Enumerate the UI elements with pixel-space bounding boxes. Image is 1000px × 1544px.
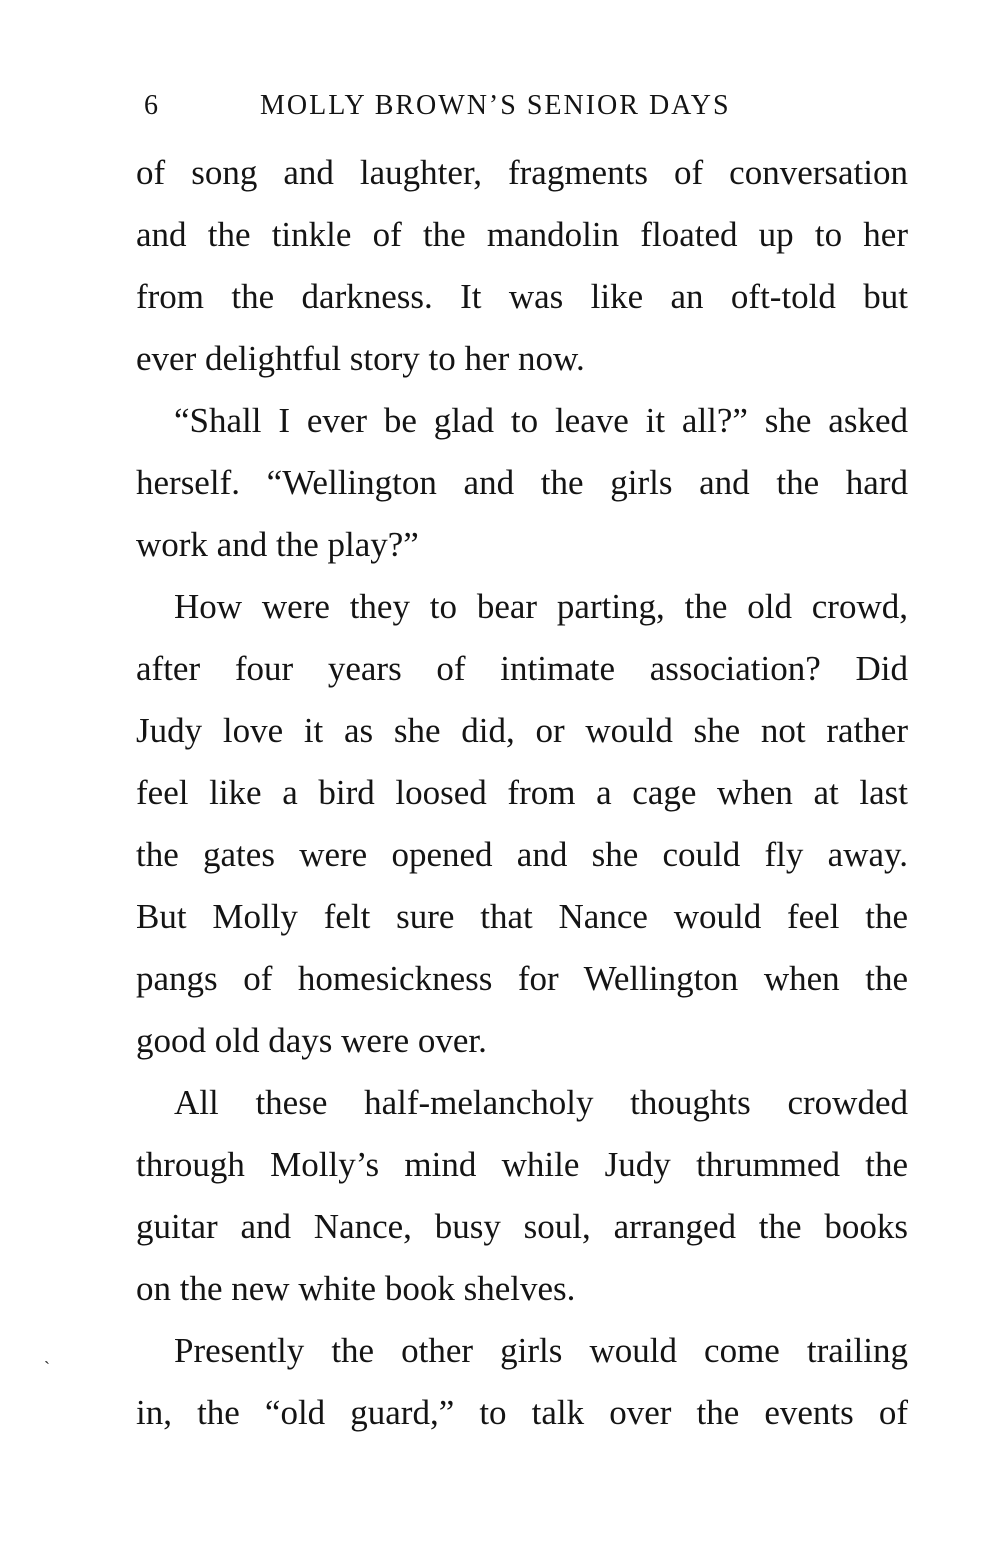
paragraph-3: [136, 576, 908, 1072]
text-line: on the new white book shelves.: [136, 1269, 576, 1308]
text-line: All these half-melancholy thoughts crowded: [174, 1083, 908, 1122]
text-line: in, the “old guard,” to talk over the events of: [136, 1393, 908, 1432]
text-line: after four years of intimate association? Did: [136, 649, 908, 688]
text-line: work and the play?”: [136, 525, 419, 564]
text-line: Judy love it as she did, or would she not rather: [136, 711, 908, 750]
running-head: [144, 86, 804, 126]
text-line: “Shall I ever be glad to leave it all?” she asked: [174, 401, 908, 440]
text-line: good old days were over.: [136, 1021, 487, 1060]
text-line: herself. “Wellington and the girls and the hard: [136, 463, 908, 502]
text-line: guitar and Nance, busy soul, arranged the books: [136, 1207, 908, 1246]
paragraph-1: [136, 142, 908, 390]
margin-mark: ˏ: [44, 1344, 50, 1364]
text-line: through Molly’s mind while Judy thrummed the: [136, 1145, 908, 1184]
text-line: and the tinkle of the mandolin floated up to her: [136, 215, 908, 254]
text-line: of song and laughter, fragments of conversation: [136, 153, 908, 192]
text-line: the gates were opened and she could fly away.: [136, 835, 908, 874]
page-number: 6: [144, 90, 160, 121]
running-title: MOLLY BROWN’S SENIOR DAYS: [260, 90, 731, 121]
paragraph-2: [136, 390, 908, 576]
text-line: ever delightful story to her now.: [136, 339, 585, 378]
text-line: Presently the other girls would come trailing: [174, 1331, 908, 1370]
paragraph-4: [136, 1072, 908, 1320]
text-line: from the darkness. It was like an oft-told but: [136, 277, 908, 316]
text-line: How were they to bear parting, the old crowd,: [174, 587, 908, 626]
body-text: [136, 142, 908, 1444]
text-line: feel like a bird loosed from a cage when at last: [136, 773, 908, 812]
paragraph-5: [136, 1320, 908, 1444]
text-line: But Molly felt sure that Nance would feel the: [136, 897, 908, 936]
text-line: pangs of homesickness for Wellington when the: [136, 959, 908, 998]
